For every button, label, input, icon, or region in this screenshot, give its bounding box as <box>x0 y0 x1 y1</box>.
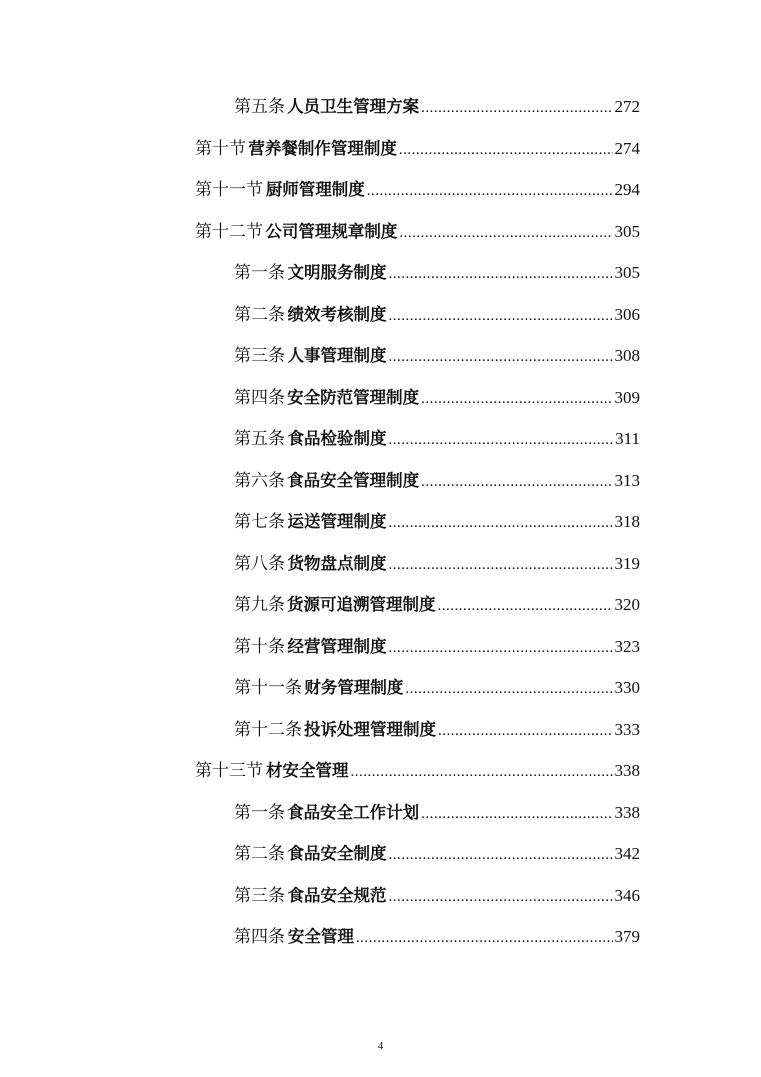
toc-entry[interactable] <box>234 505 640 539</box>
toc-entry-page: 311 <box>615 429 640 448</box>
dot-leader <box>389 631 613 665</box>
toc-entry-number: 第三条 <box>234 346 285 366</box>
toc-entry-number: 第十二节 <box>195 221 263 242</box>
toc-entry-page: 338 <box>614 761 640 780</box>
toc-entry-number: 第五条 <box>234 97 285 117</box>
toc-entry-number: 第五条 <box>234 429 285 449</box>
dot-leader <box>421 465 612 499</box>
toc-entry-number: 第一条 <box>234 263 285 283</box>
toc-entry[interactable] <box>195 215 640 249</box>
dot-leader <box>356 921 613 955</box>
toc-entry-title: 材安全管理 <box>265 761 349 780</box>
toc-entry-number: 第三条 <box>234 885 285 906</box>
toc-entry-page: 333 <box>614 719 640 739</box>
toc-entry[interactable] <box>234 920 640 954</box>
toc-entry-page: 305 <box>614 221 640 241</box>
toc-entry-number: 第十三节 <box>195 761 263 781</box>
toc-entry-title: 食品安全管理制度 <box>287 470 420 490</box>
toc-entry[interactable] <box>234 671 640 705</box>
toc-entry[interactable] <box>234 630 640 664</box>
toc-entry-number: 第九条 <box>234 595 285 615</box>
toc-entry-number: 第二条 <box>234 844 285 864</box>
dot-leader <box>421 91 612 125</box>
toc-entry-title: 厨师管理制度 <box>265 180 365 199</box>
dot-leader <box>389 423 614 457</box>
toc-entry-title: 投诉处理管理制度 <box>303 719 436 739</box>
toc-entry-number: 第十二条 <box>234 719 302 740</box>
toc-entry-number: 第六条 <box>234 470 285 491</box>
toc-entry-title: 经营管理制度 <box>287 636 387 656</box>
dot-leader <box>389 838 613 872</box>
toc-entry-title: 文明服务制度 <box>287 263 387 282</box>
dot-leader <box>437 589 612 623</box>
toc-entry-title: 公司管理规章制度 <box>265 221 398 241</box>
toc-entry-number: 第十节 <box>195 138 246 159</box>
toc-entry-title: 运送管理制度 <box>287 512 387 531</box>
toc-entry[interactable] <box>234 879 640 913</box>
toc-entry-page: 308 <box>614 346 640 365</box>
dot-leader <box>399 133 613 167</box>
page-number: 4 <box>377 1040 384 1052</box>
toc-entry-page: 294 <box>614 180 640 199</box>
toc-entry-page: 318 <box>614 512 640 531</box>
toc-entry-number: 第四条 <box>234 387 285 408</box>
dot-leader <box>389 548 613 582</box>
toc-entry-title: 安全管理 <box>287 927 354 946</box>
toc-entry-title: 货物盘点制度 <box>287 553 387 573</box>
toc-entry-title: 财务管理制度 <box>304 678 404 697</box>
toc-entry-page: 309 <box>614 387 640 407</box>
toc-entry-number: 第十条 <box>234 636 285 657</box>
toc-entry[interactable] <box>234 339 640 373</box>
dot-leader <box>389 257 613 291</box>
dot-leader <box>389 506 613 540</box>
toc-entry[interactable] <box>234 713 640 747</box>
dot-leader <box>350 755 612 789</box>
toc-entry-number: 第七条 <box>234 512 285 532</box>
dot-leader <box>421 797 612 831</box>
toc-entry[interactable] <box>234 796 640 830</box>
toc-entry[interactable] <box>234 256 640 290</box>
toc-entry-page: 346 <box>614 885 640 905</box>
toc-entry-page: 342 <box>614 844 640 863</box>
toc-entry[interactable] <box>234 298 640 332</box>
toc-entry-page: 305 <box>614 263 640 282</box>
toc-entry-title: 营养餐制作管理制度 <box>248 138 397 158</box>
toc-entry-number: 第八条 <box>234 553 285 574</box>
toc-entry-page: 330 <box>614 678 640 697</box>
toc-entry-title: 人事管理制度 <box>287 346 387 365</box>
dot-leader <box>405 672 612 706</box>
toc-entry[interactable] <box>234 464 640 498</box>
toc-entry[interactable] <box>195 754 640 788</box>
toc-entry[interactable] <box>234 588 640 622</box>
toc-entry-title: 食品检验制度 <box>287 429 387 448</box>
toc-entry-page: 274 <box>614 138 640 158</box>
toc-entry-title: 食品安全制度 <box>287 844 387 863</box>
toc-entry-number: 第一条 <box>234 802 285 823</box>
dot-leader <box>367 174 613 208</box>
toc-entry-number: 第十一节 <box>195 180 263 200</box>
toc-entry[interactable] <box>234 90 640 124</box>
toc-entry-title: 食品安全工作计划 <box>287 802 420 822</box>
toc-entry-title: 安全防范管理制度 <box>287 387 420 407</box>
toc-entry-title: 食品安全规范 <box>287 885 387 905</box>
dot-leader <box>438 714 613 748</box>
toc-entry[interactable] <box>234 547 640 581</box>
toc-entry[interactable] <box>234 381 640 415</box>
toc-entry-page: 272 <box>614 97 640 116</box>
toc-entry[interactable] <box>195 132 640 166</box>
toc-entry[interactable] <box>234 422 640 456</box>
toc-entry-page: 323 <box>614 636 640 656</box>
toc-entry-title: 人员卫生管理方案 <box>287 97 420 116</box>
toc-entry-page: 320 <box>614 595 640 614</box>
dot-leader <box>421 382 612 416</box>
toc-entry-number: 第十一条 <box>234 678 302 698</box>
toc-entry[interactable] <box>195 173 640 207</box>
toc-entry-number: 第四条 <box>234 927 285 947</box>
toc-entry-page: 319 <box>614 553 640 573</box>
toc-entry-page: 313 <box>614 470 640 490</box>
toc-entry-title: 货源可追溯管理制度 <box>286 595 436 614</box>
toc-entry-title: 绩效考核制度 <box>287 304 387 324</box>
toc-entry-page: 306 <box>614 304 640 324</box>
toc-entry[interactable] <box>234 837 640 871</box>
dot-leader <box>399 216 612 250</box>
toc-entry-page: 338 <box>614 802 640 822</box>
dot-leader <box>389 880 613 914</box>
toc-entry-number: 第二条 <box>234 304 285 325</box>
dot-leader <box>389 299 613 333</box>
dot-leader <box>389 340 613 374</box>
toc-entry-page: 379 <box>614 927 640 946</box>
